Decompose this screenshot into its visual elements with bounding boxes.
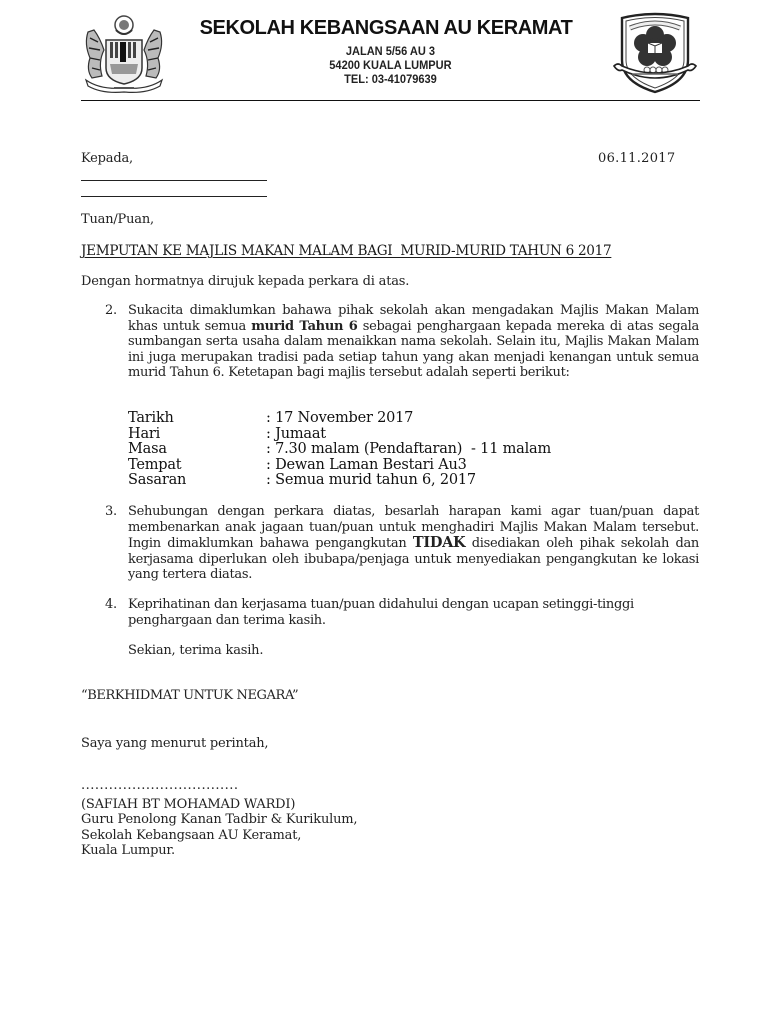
- paragraph-4: [105, 597, 699, 628]
- paragraph-body: [128, 504, 699, 583]
- detail-value: : Semua murid tahun 6, 2017: [266, 472, 476, 488]
- signatory-name: (SAFIAH BT MOHAMAD WARDI): [81, 797, 296, 812]
- paragraph-text: Sukacita dimaklumkan bahawa pihak sekolah akan mengadakan Majlis Makan Malam khas untuk semua: [128, 303, 699, 334]
- detail-value: : 17 November 2017: [266, 410, 414, 426]
- signature-line: ..................................: [81, 778, 239, 793]
- paragraph-body: [128, 303, 699, 381]
- address-line-2: 54200 KUALA LUMPUR: [329, 58, 452, 72]
- detail-value: : 7.30 malam (Pendaftaran) - 11 malam: [266, 441, 552, 457]
- event-details: [128, 411, 551, 489]
- recipient-label: Kepada,: [81, 151, 133, 166]
- school-crest-icon: [610, 10, 700, 96]
- paragraph-text: Sehubungan dengan perkara diatas, besarlah harapan kami agar tuan/puan dapat membenarkan anak jagaan tuan/puan untuk menghadiri Majlis Makan Malam tersebut. Ingin dimaklumkan bahawa pengangkutan: [128, 504, 699, 551]
- paragraph-emphasis: murid Tahun 6: [251, 318, 358, 334]
- address-line-1: JALAN 5/56 AU 3: [345, 44, 436, 58]
- paragraph-2: [105, 303, 699, 381]
- detail-label: Hari: [128, 425, 161, 442]
- closing-thanks: Sekian, terima kasih.: [128, 643, 264, 658]
- detail-row: [128, 458, 551, 474]
- motto: “BERKHIDMAT UNTUK NEGARA”: [81, 688, 299, 703]
- salutation: Tuan/Puan,: [81, 212, 154, 227]
- paragraph-text: sebagai penghargaan kepada mereka di atas segala sumbangan serta usaha dalam menaikkan nama sekolah. Selain itu, Majlis Makan Malam ini juga merupakan tradisi pada setiap tahun yang akan menjadi kenangan untuk semua murid Tahun 6. Ketetapan bagi majlis tersebut adalah seperti berikut:: [128, 318, 699, 380]
- paragraph-number: 3.: [105, 504, 117, 519]
- detail-row: [128, 473, 551, 489]
- signatory-position: Guru Penolong Kanan Tadbir & Kurikulum,: [81, 812, 358, 827]
- letter-date: 06.11.2017: [598, 151, 676, 166]
- paragraph-number: 4.: [105, 597, 117, 612]
- phone-number: TEL: 03-41079639: [344, 72, 437, 86]
- detail-value: : Dewan Laman Bestari Au3: [266, 456, 467, 473]
- detail-label: Tempat: [128, 456, 182, 473]
- signatory-school: Sekolah Kebangsaan AU Keramat,: [81, 828, 302, 843]
- paragraph-text: disediakan oleh pihak sekolah dan kerjasama diperlukan oleh ibubapa/penjaga untuk menyediakan pengangkutan ke lokasi yang tertera diatas.: [128, 536, 699, 582]
- detail-row: [128, 427, 551, 443]
- paragraph-number: 2.: [105, 303, 117, 318]
- intro-paragraph: Dengan hormatnya dirujuk kepada perkara di atas.: [81, 274, 410, 289]
- letter-subject: JEMPUTAN KE MAJLIS MAKAN MALAM BAGI MURID-MURID TAHUN 6 2017: [81, 243, 612, 259]
- letterhead-divider: [81, 100, 700, 101]
- detail-label: Sasaran: [128, 472, 187, 488]
- detail-row: [128, 442, 551, 458]
- detail-label: Tarikh: [128, 410, 174, 426]
- paragraph-emphasis: TIDAK: [412, 534, 466, 551]
- closing-phrase: Saya yang menurut perintah,: [81, 736, 269, 751]
- recipient-blank-line-1: [81, 180, 267, 181]
- school-name: SEKOLAH KEBANGSAAN AU KERAMAT: [199, 17, 573, 39]
- detail-row: [128, 411, 551, 427]
- recipient-blank-line-2: [81, 196, 267, 197]
- signatory-city: Kuala Lumpur.: [81, 843, 175, 858]
- detail-label: Masa: [128, 441, 167, 457]
- detail-value: : Jumaat: [266, 425, 326, 442]
- paragraph-3: [105, 504, 699, 583]
- paragraph-body: Keprihatinan dan kerjasama tuan/puan didahului dengan ucapan setinggi-tinggi penghargaan dan terima kasih.: [128, 597, 634, 628]
